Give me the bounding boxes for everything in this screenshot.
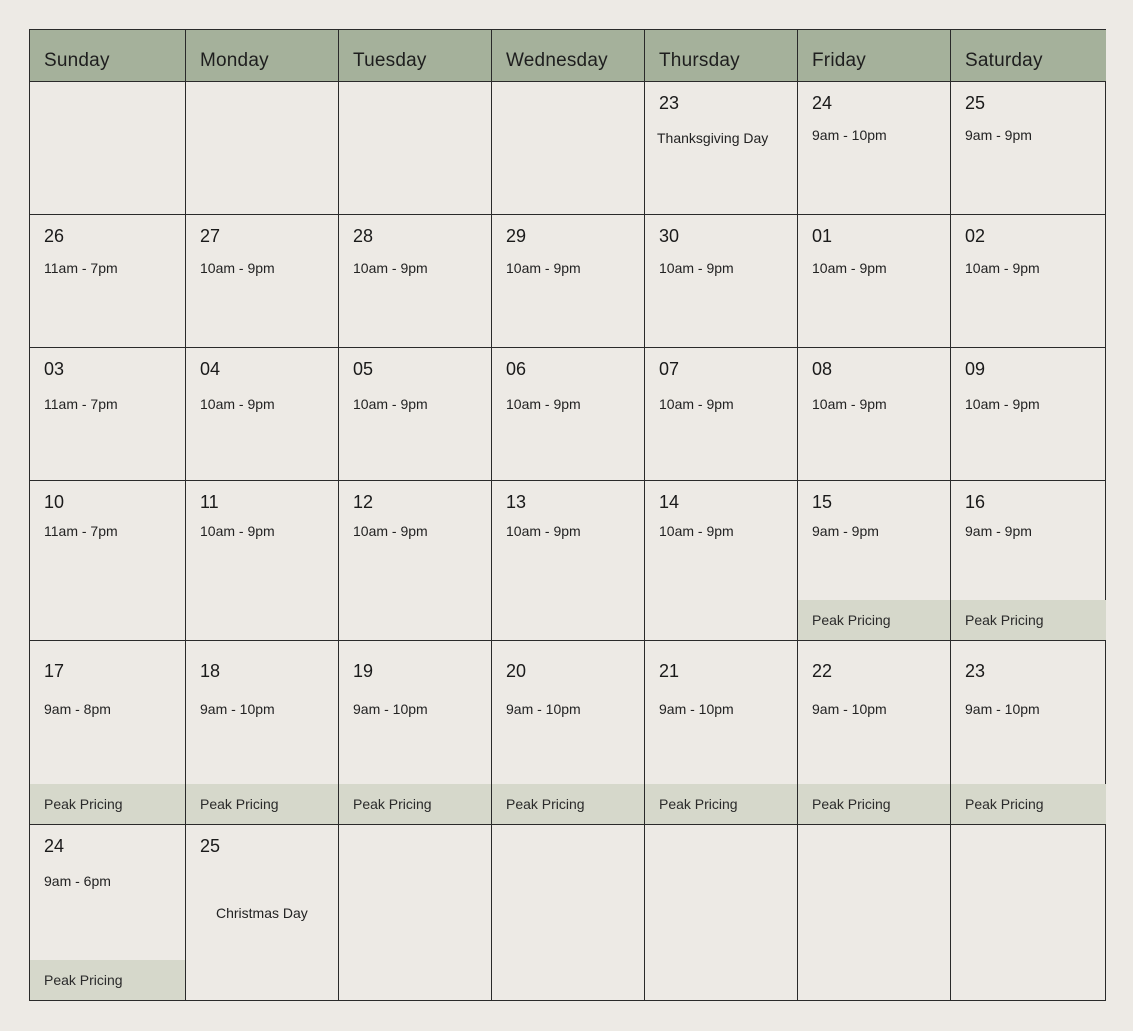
empty-day-cell: [492, 825, 645, 1000]
peak-pricing-banner: Peak Pricing: [951, 784, 1106, 824]
opening-hours: 9am - 10pm: [659, 701, 734, 717]
day-cell[interactable]: [492, 481, 645, 641]
date-number: 05: [353, 359, 374, 379]
day-cell[interactable]: [186, 215, 339, 348]
empty-day-cell: [339, 82, 492, 215]
empty-day-cell: [645, 825, 798, 1000]
date-number: 25: [200, 836, 221, 856]
weekday-label: Saturday: [965, 50, 1043, 71]
date-number: 19: [353, 661, 374, 681]
date-number: 16: [965, 492, 986, 512]
day-cell[interactable]: [339, 481, 492, 641]
opening-hours: 10am - 9pm: [353, 523, 428, 539]
calendar-grid: [29, 29, 1106, 1001]
opening-hours: 10am - 9pm: [506, 396, 581, 412]
day-cell[interactable]: [339, 215, 492, 348]
day-cell[interactable]: [798, 215, 951, 348]
weekday-header-friday: [798, 30, 951, 82]
opening-hours: 10am - 9pm: [200, 260, 275, 276]
peak-pricing-banner: Peak Pricing: [951, 600, 1106, 640]
opening-hours: 10am - 9pm: [659, 523, 734, 539]
day-cell[interactable]: [30, 215, 186, 348]
empty-day-cell: [186, 82, 339, 215]
opening-hours: 9am - 9pm: [965, 523, 1032, 539]
weekday-label: Monday: [200, 50, 269, 71]
peak-pricing-banner: Peak Pricing: [186, 784, 338, 824]
day-cell[interactable]: [492, 215, 645, 348]
date-number: 10: [44, 492, 65, 512]
day-cell[interactable]: [492, 348, 645, 481]
opening-hours: 10am - 9pm: [200, 523, 275, 539]
peak-pricing-banner: Peak Pricing: [30, 784, 185, 824]
date-number: 29: [506, 226, 527, 246]
opening-hours: 9am - 9pm: [812, 523, 879, 539]
date-number: 09: [965, 359, 986, 379]
day-cell[interactable]: [186, 641, 339, 825]
day-cell[interactable]: [645, 82, 798, 215]
weekday-label: Wednesday: [506, 50, 608, 71]
date-number: 06: [506, 359, 527, 379]
date-number: 02: [965, 226, 986, 246]
date-number: 23: [965, 661, 986, 681]
date-number: 22: [812, 661, 833, 681]
date-number: 24: [812, 93, 833, 113]
day-cell[interactable]: [339, 641, 492, 825]
opening-hours: 9am - 10pm: [812, 127, 887, 143]
weekday-header-wednesday: [492, 30, 645, 82]
opening-hours: 10am - 9pm: [353, 396, 428, 412]
weekday-label: Sunday: [44, 50, 110, 71]
day-cell[interactable]: [798, 481, 951, 641]
opening-hours: 10am - 9pm: [659, 396, 734, 412]
date-number: 15: [812, 492, 833, 512]
day-cell[interactable]: [798, 641, 951, 825]
opening-hours: 10am - 9pm: [812, 260, 887, 276]
date-number: 07: [659, 359, 680, 379]
weekday-label: Tuesday: [353, 50, 427, 71]
peak-pricing-banner: Peak Pricing: [492, 784, 644, 824]
opening-hours: 10am - 9pm: [200, 396, 275, 412]
date-number: 28: [353, 226, 374, 246]
date-number: 18: [200, 661, 221, 681]
weekday-header-saturday: [951, 30, 1106, 82]
opening-hours: 10am - 9pm: [353, 260, 428, 276]
day-cell[interactable]: [798, 348, 951, 481]
date-number: 04: [200, 359, 221, 379]
date-number: 27: [200, 226, 221, 246]
peak-pricing-banner: Peak Pricing: [339, 784, 491, 824]
opening-hours: 10am - 9pm: [506, 523, 581, 539]
empty-day-cell: [798, 825, 951, 1000]
holiday-note: Christmas Day: [216, 905, 308, 921]
weekday-label: Thursday: [659, 50, 740, 71]
day-cell[interactable]: [951, 481, 1106, 641]
date-number: 13: [506, 492, 527, 512]
date-number: 30: [659, 226, 680, 246]
opening-hours: 10am - 9pm: [659, 260, 734, 276]
date-number: 25: [965, 93, 986, 113]
opening-hours: 11am - 7pm: [44, 523, 118, 539]
empty-day-cell: [951, 825, 1106, 1000]
date-number: 26: [44, 226, 65, 246]
holiday-note: Thanksgiving Day: [657, 130, 769, 146]
opening-hours: 9am - 10pm: [200, 701, 275, 717]
day-cell[interactable]: [492, 641, 645, 825]
peak-pricing-banner: Peak Pricing: [645, 784, 797, 824]
opening-hours: 10am - 9pm: [965, 396, 1040, 412]
day-cell[interactable]: [951, 348, 1106, 481]
empty-day-cell: [30, 82, 186, 215]
day-cell[interactable]: [798, 82, 951, 215]
opening-hours: 10am - 9pm: [965, 260, 1040, 276]
date-number: 21: [659, 661, 680, 681]
empty-day-cell: [492, 82, 645, 215]
opening-hours: 9am - 10pm: [965, 701, 1040, 717]
date-number: 01: [812, 226, 833, 246]
date-number: 08: [812, 359, 833, 379]
weekday-header-thursday: [645, 30, 798, 82]
day-cell[interactable]: [645, 641, 798, 825]
day-cell[interactable]: [186, 348, 339, 481]
peak-pricing-banner: Peak Pricing: [798, 600, 950, 640]
weekday-header-sunday: [30, 30, 186, 82]
weekday-header-tuesday: [339, 30, 492, 82]
weekday-header-monday: [186, 30, 339, 82]
day-cell[interactable]: [186, 825, 339, 1000]
opening-hours: 9am - 10pm: [353, 701, 428, 717]
day-cell[interactable]: [645, 481, 798, 641]
date-number: 14: [659, 492, 680, 512]
date-number: 17: [44, 661, 65, 681]
opening-hours: 9am - 10pm: [812, 701, 887, 717]
day-cell[interactable]: [645, 215, 798, 348]
opening-hours: 9am - 10pm: [506, 701, 581, 717]
day-cell[interactable]: [645, 348, 798, 481]
opening-hours: 9am - 8pm: [44, 701, 111, 717]
day-cell[interactable]: [339, 348, 492, 481]
day-cell[interactable]: [30, 825, 186, 1000]
day-cell[interactable]: [951, 641, 1106, 825]
day-cell[interactable]: [30, 348, 186, 481]
opening-hours: 11am - 7pm: [44, 396, 118, 412]
peak-pricing-banner: Peak Pricing: [30, 960, 185, 1000]
opening-hours: 9am - 9pm: [965, 127, 1032, 143]
date-number: 23: [659, 93, 680, 113]
day-cell[interactable]: [951, 82, 1106, 215]
day-cell[interactable]: [186, 481, 339, 641]
peak-pricing-banner: Peak Pricing: [798, 784, 950, 824]
opening-hours: 10am - 9pm: [812, 396, 887, 412]
date-number: 12: [353, 492, 374, 512]
opening-hours: 11am - 7pm: [44, 260, 118, 276]
opening-hours: 10am - 9pm: [506, 260, 581, 276]
date-number: 03: [44, 359, 65, 379]
day-cell[interactable]: [951, 215, 1106, 348]
weekday-label: Friday: [812, 50, 866, 71]
date-number: 24: [44, 836, 65, 856]
date-number: 20: [506, 661, 527, 681]
empty-day-cell: [339, 825, 492, 1000]
date-number: 11: [200, 492, 219, 512]
day-cell[interactable]: [30, 481, 186, 641]
opening-hours: 9am - 6pm: [44, 873, 111, 889]
day-cell[interactable]: [30, 641, 186, 825]
